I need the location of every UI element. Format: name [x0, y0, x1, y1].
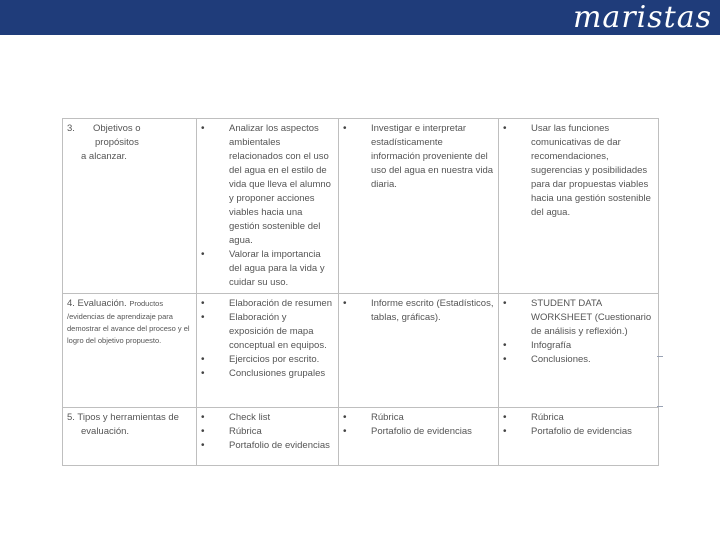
planning-table [62, 118, 659, 466]
maristas-logo: maristas [572, 0, 712, 35]
label-line: propósitos [95, 137, 139, 148]
list-item: • Ejercicios por escrito. [201, 353, 334, 367]
list-item: • Investigar e interpretar estadísticamente información proveniente del uso del agua en nuestra vida diaria. [343, 122, 494, 192]
list-item: • Valorar la importancia del agua para la vida y cuidar su uso. [201, 248, 334, 290]
edge-mark [657, 356, 663, 357]
evaluation-col-3 [499, 294, 659, 408]
list-item: • Check list [201, 411, 334, 425]
list-item: • Portafolio de evidencias [201, 439, 334, 453]
table-row-evaluation [63, 294, 659, 408]
list-item: • Conclusiones. [503, 353, 654, 367]
row-label-evaluation [63, 294, 197, 408]
evaluation-col-1 [197, 294, 339, 408]
objectives-col-2 [339, 119, 499, 294]
table-row-objectives [63, 119, 659, 294]
list-item: • STUDENT DATA WORKSHEET (Cuestionario de análisis y reflexión.) [503, 297, 654, 339]
label-title: 4. Evaluación. [67, 298, 127, 309]
list-item: • Informe escrito (Estadísticos, tablas, gráficas). [343, 297, 494, 325]
row-label-objectives [63, 119, 197, 294]
list-item: • Analizar los aspectos ambientales relacionados con el uso del agua en el estilo de vida que lleva el alumno y proponer acciones viables hacia una gestión sostenible del agua. [201, 122, 334, 248]
top-banner [0, 0, 720, 35]
list-item: • Elaboración y exposición de mapa conceptual en equipos. [201, 311, 334, 353]
tools-col-2 [339, 408, 499, 466]
list-item: • Portafolio de evidencias [343, 425, 494, 439]
label-line: evaluación. [81, 426, 130, 437]
label-line: 5. Tipos y herramientas de [67, 412, 179, 423]
row-label-tools [63, 408, 197, 466]
row-number: 3. [67, 123, 75, 134]
label-small: Productos [129, 299, 164, 308]
objectives-col-3 [499, 119, 659, 294]
tools-col-1 [197, 408, 339, 466]
list-item: • Usar las funciones comunicativas de dar recomendaciones, sugerencias y posibilidades para dar propuestas viables hacia una gestión sostenible del agua. [503, 122, 654, 220]
list-item: • Rúbrica [201, 425, 334, 439]
edge-mark [657, 406, 663, 407]
list-item: • Elaboración de resumen [201, 297, 334, 311]
objectives-col-1 [197, 119, 339, 294]
evaluation-col-2 [339, 294, 499, 408]
list-item: • Rúbrica [503, 411, 654, 425]
list-item: • Infografía [503, 339, 654, 353]
list-item: • Rúbrica [343, 411, 494, 425]
list-item: • Portafolio de evidencias [503, 425, 654, 439]
table-row-tools [63, 408, 659, 466]
tools-col-3 [499, 408, 659, 466]
label-line: Objetivos o [93, 123, 141, 134]
list-item: • Conclusiones grupales [201, 367, 334, 381]
label-small: /evidencias de aprendizaje para demostrar el avance del proceso y el logro del objetivo propuesto. [67, 312, 190, 345]
label-line: a alcanzar. [81, 151, 127, 162]
